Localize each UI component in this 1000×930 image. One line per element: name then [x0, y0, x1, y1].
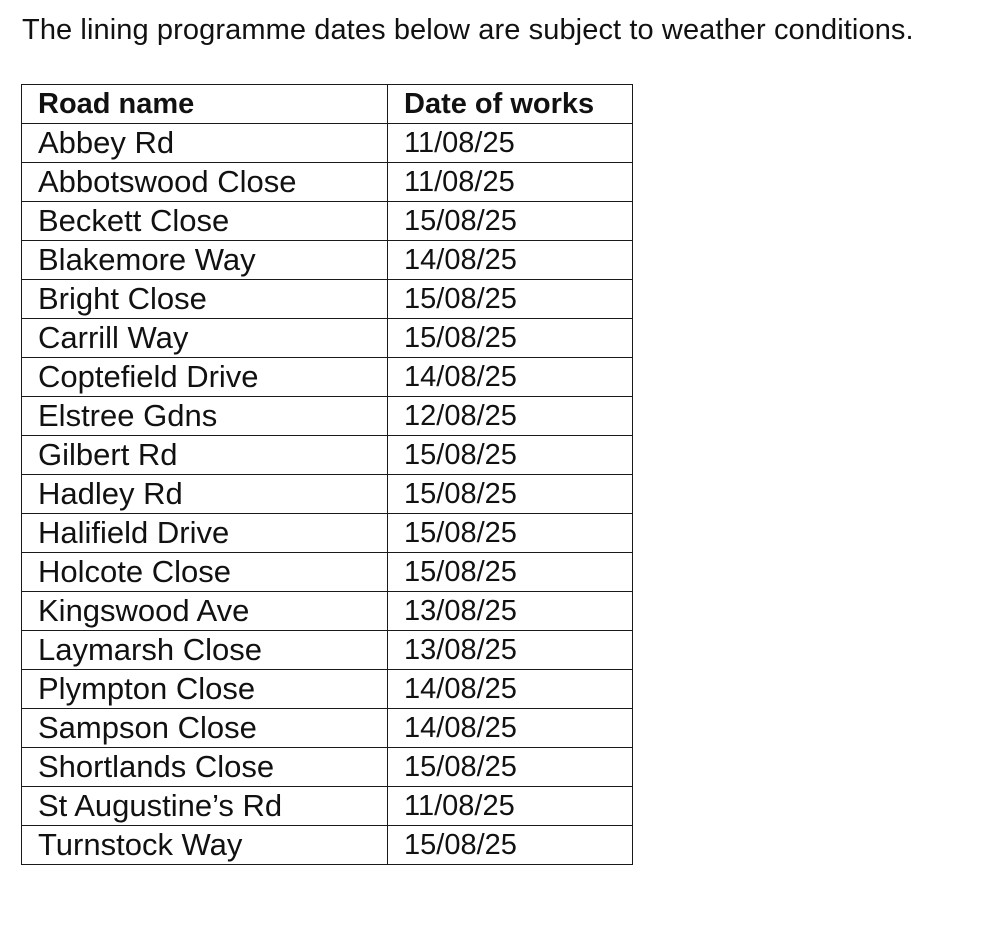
date-of-works-cell: 15/08/25: [388, 202, 633, 241]
road-name-cell: St Augustine’s Rd: [22, 787, 388, 826]
date-of-works-cell: 14/08/25: [388, 241, 633, 280]
road-name-cell: Carrill Way: [22, 319, 388, 358]
date-of-works-cell: 15/08/25: [388, 280, 633, 319]
column-header-road-name: Road name: [22, 85, 388, 124]
date-of-works-cell: 15/08/25: [388, 826, 633, 865]
table-row: [22, 280, 633, 319]
date-of-works-cell: 12/08/25: [388, 397, 633, 436]
table-row: [22, 358, 633, 397]
table-row: [22, 163, 633, 202]
table-row: [22, 748, 633, 787]
road-name-cell: Abbotswood Close: [22, 163, 388, 202]
road-name-cell: Plympton Close: [22, 670, 388, 709]
date-of-works-cell: 13/08/25: [388, 592, 633, 631]
date-of-works-cell: 14/08/25: [388, 358, 633, 397]
table-row: [22, 436, 633, 475]
date-of-works-cell: 15/08/25: [388, 514, 633, 553]
road-name-cell: Abbey Rd: [22, 124, 388, 163]
table-row: [22, 124, 633, 163]
date-of-works-cell: 11/08/25: [388, 787, 633, 826]
table-row: [22, 826, 633, 865]
table-row: [22, 553, 633, 592]
date-of-works-cell: 15/08/25: [388, 748, 633, 787]
table-row: [22, 241, 633, 280]
table-row: [22, 475, 633, 514]
road-name-cell: Turnstock Way: [22, 826, 388, 865]
date-of-works-cell: 14/08/25: [388, 709, 633, 748]
date-of-works-cell: 11/08/25: [388, 163, 633, 202]
date-of-works-cell: 13/08/25: [388, 631, 633, 670]
table-row: [22, 514, 633, 553]
road-works-table: [21, 84, 633, 865]
road-name-cell: Hadley Rd: [22, 475, 388, 514]
road-name-cell: Bright Close: [22, 280, 388, 319]
road-name-cell: Beckett Close: [22, 202, 388, 241]
table-row: [22, 787, 633, 826]
table-row: [22, 709, 633, 748]
road-name-cell: Elstree Gdns: [22, 397, 388, 436]
road-name-cell: Halifield Drive: [22, 514, 388, 553]
date-of-works-cell: 15/08/25: [388, 436, 633, 475]
table-body: [22, 124, 633, 865]
road-name-cell: Kingswood Ave: [22, 592, 388, 631]
date-of-works-cell: 15/08/25: [388, 475, 633, 514]
table-row: [22, 670, 633, 709]
road-name-cell: Gilbert Rd: [22, 436, 388, 475]
table-row: [22, 631, 633, 670]
table-row: [22, 202, 633, 241]
road-name-cell: Laymarsh Close: [22, 631, 388, 670]
intro-note: The lining programme dates below are subject to weather conditions.: [22, 14, 914, 46]
road-name-cell: Shortlands Close: [22, 748, 388, 787]
date-of-works-cell: 11/08/25: [388, 124, 633, 163]
road-name-cell: Sampson Close: [22, 709, 388, 748]
road-name-cell: Coptefield Drive: [22, 358, 388, 397]
date-of-works-cell: 15/08/25: [388, 319, 633, 358]
column-header-date-of-works: Date of works: [388, 85, 633, 124]
table-row: [22, 592, 633, 631]
date-of-works-cell: 14/08/25: [388, 670, 633, 709]
table-row: [22, 319, 633, 358]
road-name-cell: Blakemore Way: [22, 241, 388, 280]
table-row: [22, 397, 633, 436]
road-name-cell: Holcote Close: [22, 553, 388, 592]
date-of-works-cell: 15/08/25: [388, 553, 633, 592]
table-header-row: [22, 85, 633, 124]
